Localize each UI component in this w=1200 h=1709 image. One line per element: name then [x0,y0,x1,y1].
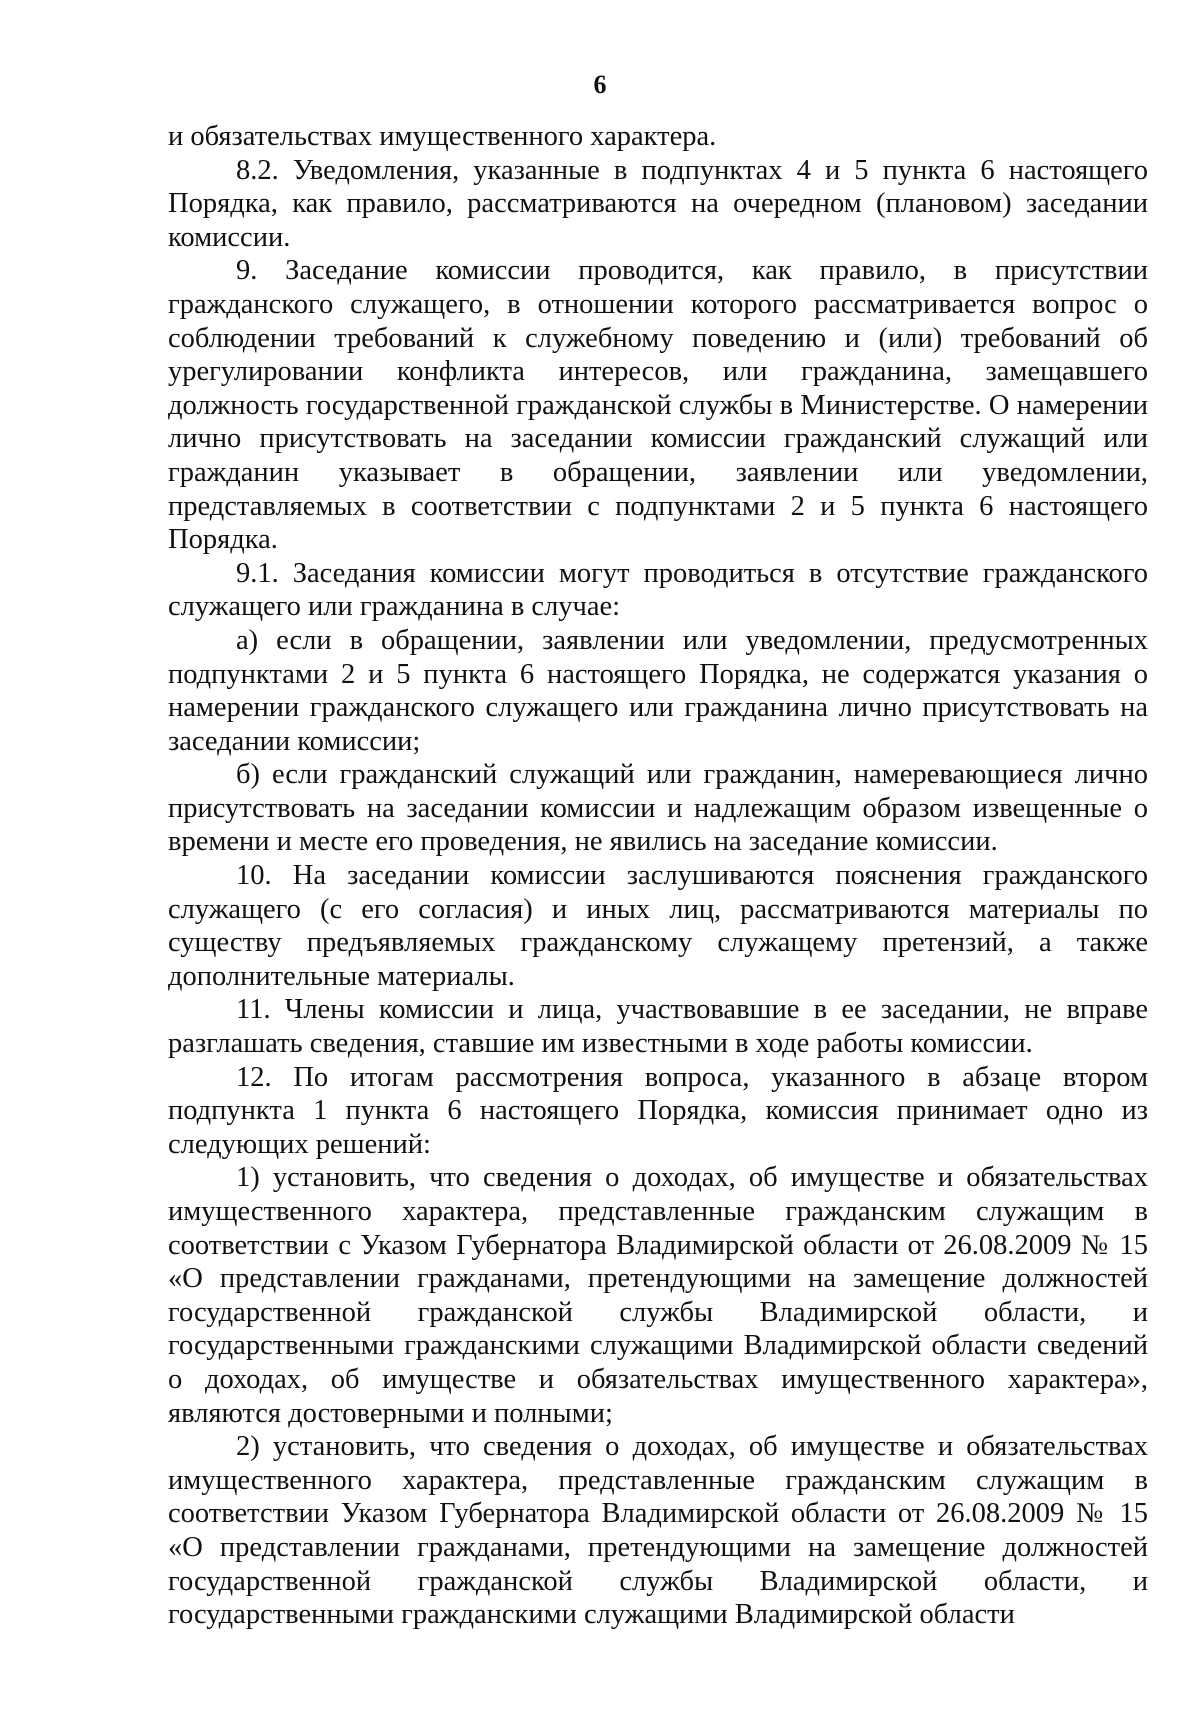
paragraph-12: 12. По итогам рассмотрения вопроса, указанного в абзаце втором подпункта 1 пункта 6 настоящего Порядка, комиссия принимает одно из следующих решений: [168,1061,1148,1160]
paragraph-12-2: 2) установить, что сведения о доходах, об имуществе и обязательствах имущественного характера, представленные гражданским служащим в соответствии Указом Губернатора Владимирской области от 26.08.2009 № 15 «О представлении гражданами, претендующими на замещение должностей государственной гражданской службы Владимирской области, и государственными гражданскими служащими Владимирской области [168,1431,1148,1631]
paragraph-9-1: 9.1. Заседания комиссии могут проводиться в отсутствие гражданского служащего или гражданина в случае: [168,557,1148,623]
paragraph-9-1-a: а) если в обращении, заявлении или уведомлении, предусмотренных подпунктами 2 и 5 пункта 6 настоящего Порядка, не содержатся указания о намерении гражданского служащего или гражданина лично присутствовать на заседании комиссии; [168,624,1148,757]
paragraph-11: 11. Члены комиссии и лица, участвовавшие в ее заседании, не вправе разглашать сведения, ставшие им известными в ходе работы комиссии. [168,994,1148,1060]
paragraph-12-1: 1) установить, что сведения о доходах, об имуществе и обязательствах имущественного характера, представленные гражданским служащим в соответствии с Указом Губернатора Владимирской области от 26.08.2009 № 15 «О представлении гражданами, претендующими на замещение должностей государственной гражданской службы Владимирской области, и государственными гражданскими служащими Владимирской области сведений о доходах, об имуществе и обязательствах имущественного характера», являются достоверными и полными; [168,1162,1148,1429]
paragraph-8-2: 8.2. Уведомления, указанные в подпунктах 4 и 5 пункта 6 настоящего Порядка, как правило, рассматриваются на очередном (плановом) заседании комиссии. [168,154,1148,253]
paragraph-continuation: и обязательствах имущественного характера. [168,121,717,152]
page-number: 6 [593,70,607,99]
paragraph-9: 9. Заседание комиссии проводится, как правило, в присутствии гражданского служащего, в отношении которого рассматривается вопрос о соблюдении требований к служебному поведению и (или) требований об урегулировании конфликта интересов, или гражданина, замещавшего должность государственной гражданской службы в Министерстве. О намерении лично присутствовать на заседании комиссии гражданский служащий или гражданин указывает в обращении, заявлении или уведомлении, представляемых в соответствии с подпунктами 2 и 5 пункта 6 настоящего Порядка. [168,255,1148,556]
document-body [168,120,1148,1632]
paragraph-10: 10. На заседании комиссии заслушиваются пояснения гражданского служащего (с его согласия) и иных лиц, рассматриваются материалы по существу предъявляемых гражданскому служащему претензий, а также дополнительные материалы. [168,860,1148,992]
paragraph-9-1-b: б) если гражданский служащий или гражданин, намеревающиеся лично присутствовать на заседании комиссии и надлежащим образом извещенные о времени и месте его проведения, не явились на заседание комиссии. [168,759,1148,858]
